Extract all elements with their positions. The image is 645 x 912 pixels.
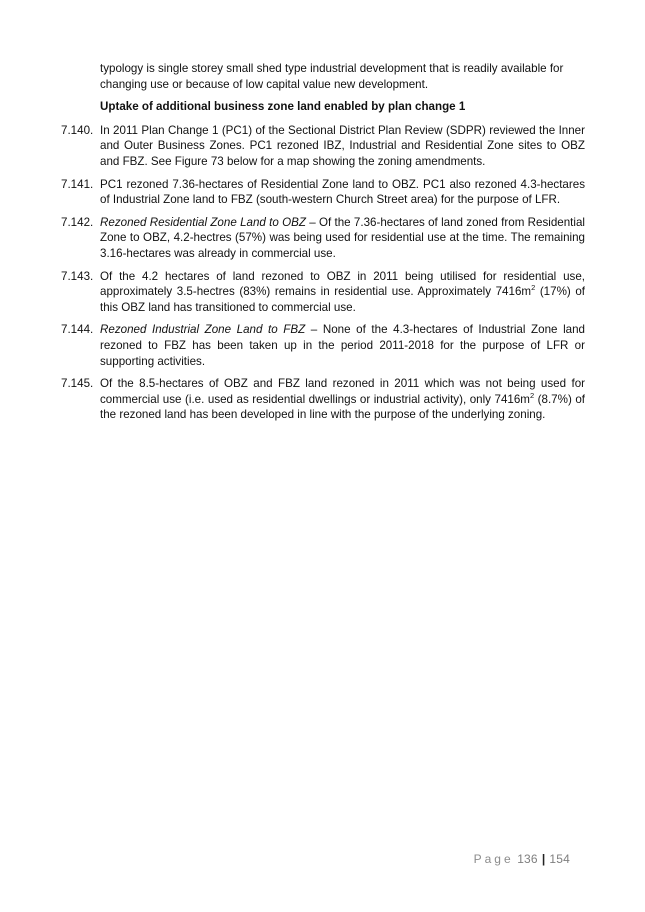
paragraph-number: 7.145. bbox=[61, 377, 94, 391]
total-pages: 154 bbox=[549, 852, 570, 866]
paragraph-number: 7.143. bbox=[61, 269, 94, 283]
superscript: 2 bbox=[531, 283, 536, 293]
paragraph-body-after: (17%) of this OBZ land has transitioned to commercial use. bbox=[100, 285, 585, 314]
paragraph-7-144 bbox=[61, 322, 585, 369]
paragraph-body: – None of the 4.3-hectares of Industrial Zone land rezoned to FBZ has been taken up in the period 2011-2018 for the purpose of LFR or supporting activities. bbox=[100, 323, 585, 368]
paragraph-number: 7.141. bbox=[61, 177, 94, 191]
paragraph-text: PC1 rezoned 7.36-hectares of Residential Zone land to OBZ. PC1 also rezoned 4.3-hectares of Industrial Zone land to FBZ (south-western Church Street area) for the purpose of LFR. bbox=[100, 177, 585, 207]
paragraph-number: 7.140. bbox=[61, 123, 94, 137]
paragraph-body-after: (8.7%) of the rezoned land has been developed in line with the purpose of the underlying zoning. bbox=[100, 392, 585, 422]
paragraph-body-before: Of the 4.2 hectares of land rezoned to OBZ in 2011 being utilised for residential use, approximately 3.5-hectres (83%) remains in residential use. Approximately 7416m bbox=[100, 269, 585, 299]
paragraph-7-140 bbox=[61, 123, 585, 170]
page-footer bbox=[474, 852, 570, 866]
paragraph-text bbox=[100, 376, 585, 423]
paragraph-number: 7.142. bbox=[61, 215, 94, 229]
paragraph-text: In 2011 Plan Change 1 (PC1) of the Sectional District Plan Review (SDPR) reviewed the Inner and Outer Business Zones. PC1 rezoned IBZ, Industrial and Residential Zone sites to OBZ and FBZ. See Figure 73 below for a map showing the zoning amendments. bbox=[100, 123, 585, 168]
paragraph-7-143 bbox=[61, 269, 585, 316]
intro-paragraph: typology is single storey small shed type industrial development that is readily available for changing use or because of low capital value new development. bbox=[100, 62, 564, 91]
paragraph-body: – Of the 7.36-hectares of land zoned from Residential Zone to OBZ, 4.2-hectres (57%) was being used for residential use at the time. The remaining 3.16-hectares was already in commercial use. bbox=[100, 215, 585, 260]
paragraph-italic-lead: Rezoned Residential Zone Land to OBZ bbox=[100, 215, 306, 229]
superscript: 2 bbox=[529, 390, 535, 400]
page-separator: | bbox=[541, 852, 546, 866]
paragraph-body-before: Of the 8.5-hectares of OBZ and FBZ land rezoned in 2011 which was not being used for commercial use (i.e. used as residential dwellings or industrial activity), only 7416m bbox=[100, 377, 585, 406]
paragraph-text bbox=[100, 215, 585, 262]
paragraph-7-142 bbox=[61, 215, 585, 262]
paragraph-italic-lead: Rezoned Industrial Zone Land to FBZ bbox=[100, 323, 306, 337]
paragraph-number: 7.144. bbox=[61, 323, 94, 337]
paragraph-text bbox=[100, 322, 585, 369]
page-label: Page bbox=[473, 852, 514, 866]
current-page-number: 136 bbox=[517, 852, 538, 866]
page-content bbox=[61, 61, 585, 430]
paragraph-7-141 bbox=[61, 177, 585, 208]
section-subheading: Uptake of additional business zone land enabled by plan change 1 bbox=[100, 100, 466, 114]
paragraph-text bbox=[100, 269, 585, 316]
paragraph-7-145 bbox=[61, 376, 585, 423]
